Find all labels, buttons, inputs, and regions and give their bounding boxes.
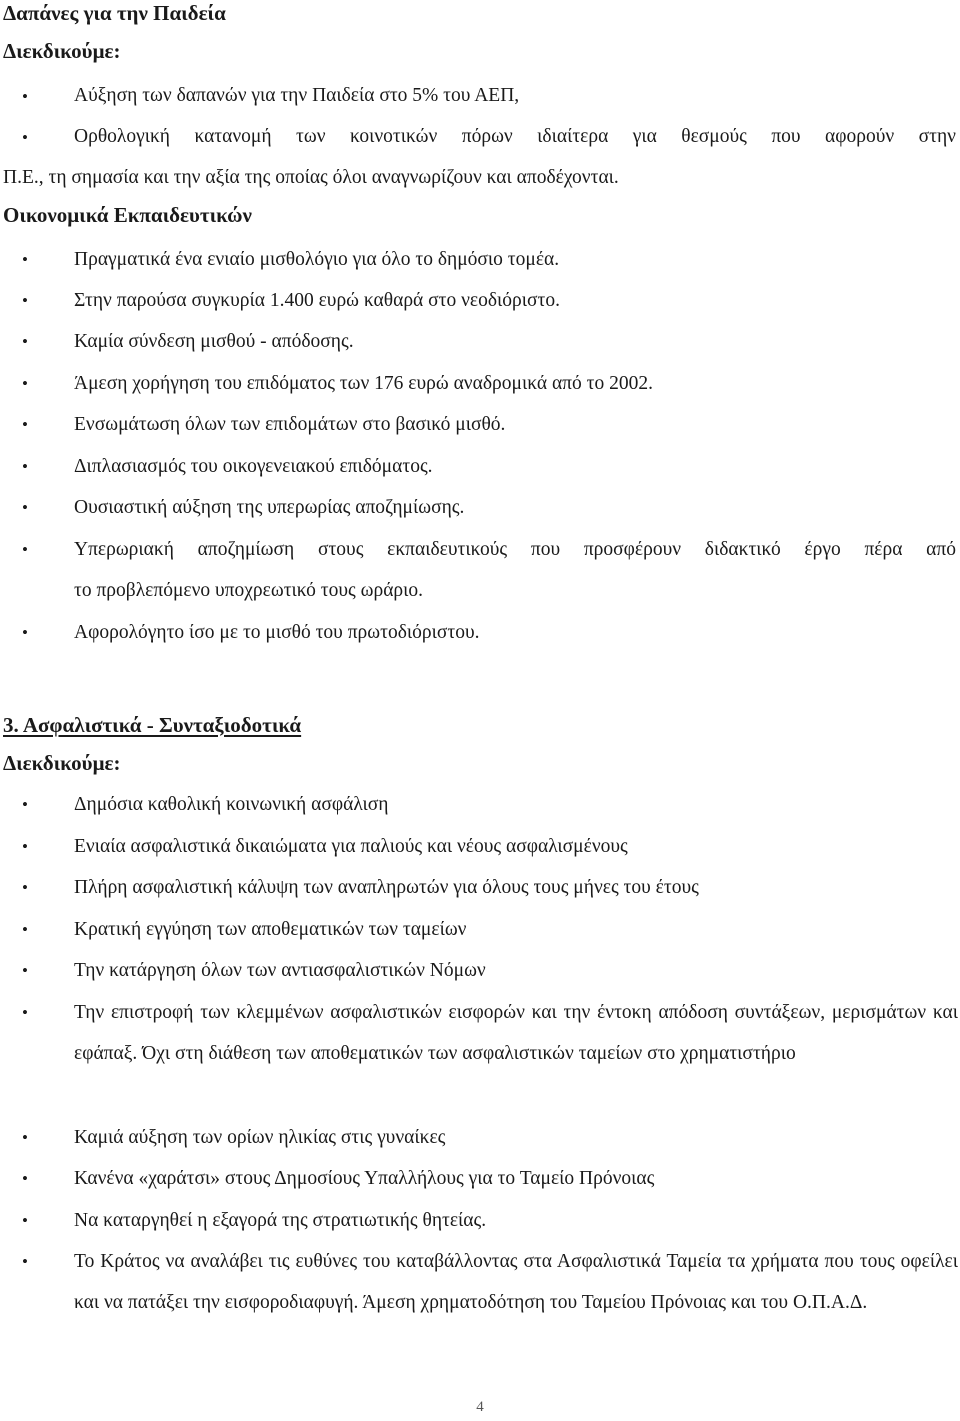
bullet-icon: • [22,837,28,856]
section-title-economic: Οικονομικά Εκπαιδευτικών [3,203,252,227]
list-item: Την επιστροφή των κλεμμένων ασφαλιστικών εισφορών και την έντοκη απόδοση συντάξεων, μερισμάτων και εφάπαξ. Όχι στη διάθεση των αποθεματικών των ασφαλιστικών ταμείων στο χρηματιστήριο [74,1002,958,1064]
demand-heading: Διεκδικούμε: [3,39,121,63]
bullet-icon: • [22,1211,28,1230]
bullet-icon: • [22,623,28,642]
bullet-icon: • [22,1128,28,1147]
page-number: 4 [476,1399,484,1415]
list-item-continuation: το προβλεπόμενο υποχρεωτικό τους ωράριο. [74,580,424,601]
bullet-icon: • [22,332,28,351]
section-title-insurance: 3. Ασφαλιστικά - Συνταξιοδοτικά [3,713,302,737]
list-item: Καμιά αύξηση των ορίων ηλικίας στις γυναίκες [74,1127,446,1148]
list-item: Ορθολογική κατανομή των κοινοτικών πόρων ιδιαίτερα για θεσμούς που αφορούν στην [74,126,956,147]
list-item: Την κατάργηση όλων των αντιασφαλιστικών Νόμων [74,960,486,981]
list-item: Διπλασιασμός του οικογενειακού επιδόματος. [74,456,433,477]
bullet-icon: • [22,374,28,393]
list-item: Ενιαία ασφαλιστικά δικαιώματα για παλιούς και νέους ασφαλισμένους [74,836,628,857]
bullet-icon: • [22,498,28,517]
list-item: Αύξηση των δαπανών για την Παιδεία στο 5% του ΑΕΠ, [74,85,520,106]
bullet-icon: • [22,291,28,310]
list-item: Κρατική εγγύηση των αποθεματικών των ταμείων [74,919,467,940]
bullet-icon: • [22,961,28,980]
bullet-icon: • [22,795,28,814]
bullet-icon: • [22,128,28,147]
bullet-icon: • [22,87,28,106]
list-item: Στην παρούσα συγκυρία 1.400 ευρώ καθαρά στο νεοδιόριστο. [74,290,561,311]
list-item: Ενσωμάτωση όλων των επιδομάτων στο βασικό μισθό. [74,414,506,435]
list-item: Ουσιαστική αύξηση της υπερωρίας αποζημίωσης. [74,497,465,518]
list-item: Υπερωριακή αποζημίωση στους εκπαιδευτικούς που προσφέρουν διδακτικό έργο πέρα από [74,539,956,560]
list-item: Άμεση χορήγηση του επιδόματος των 176 ευρώ αναδρομικά από το 2002. [74,373,653,394]
list-item: Καμία σύνδεση μισθού - απόδοσης. [74,331,354,352]
list-item: Αφορολόγητο ίσο με το μισθό του πρωτοδιόριστου. [74,622,480,643]
bullet-icon: • [22,540,28,559]
list-item: Πραγματικά ένα ενιαίο μισθολόγιο για όλο το δημόσιο τομέα. [74,249,560,270]
bullet-icon: • [22,457,28,476]
bullet-icon: • [22,920,28,939]
bullet-icon: • [22,415,28,434]
list-item: Κανένα «χαράτσι» στους Δημοσίους Υπαλλήλους για το Ταμείο Πρόνοιας [74,1168,655,1189]
list-item: Πλήρη ασφαλιστική κάλυψη των αναπληρωτών για όλους τους μήνες του έτους [74,877,699,898]
bullet-icon: • [22,1252,28,1271]
demand-heading: Διεκδικούμε: [3,751,121,775]
bullet-icon: • [22,1003,28,1022]
bullet-icon: • [22,250,28,269]
list-item-continuation: Π.Ε., τη σημασία και την αξία της οποίας όλοι αναγνωρίζουν και αποδέχονται. [3,167,619,188]
list-item: Δημόσια καθολική κοινωνική ασφάλιση [74,794,389,815]
list-item: Να καταργηθεί η εξαγορά της στρατιωτικής θητείας. [74,1210,487,1231]
bullet-icon: • [22,878,28,897]
section-title-education: Δαπάνες για την Παιδεία [3,1,226,25]
bullet-icon: • [22,1169,28,1188]
list-item: Το Κράτος να αναλάβει τις ευθύνες του καταβάλλοντας στα Ασφαλιστικά Ταμεία τα χρήματα που τους οφείλει και να πατάξει την εισφοροδιαφυγή. Άμεση χρηματοδότηση του Ταμείου Πρόνοιας και του Ο.Π.Α.Δ. [74,1251,958,1313]
